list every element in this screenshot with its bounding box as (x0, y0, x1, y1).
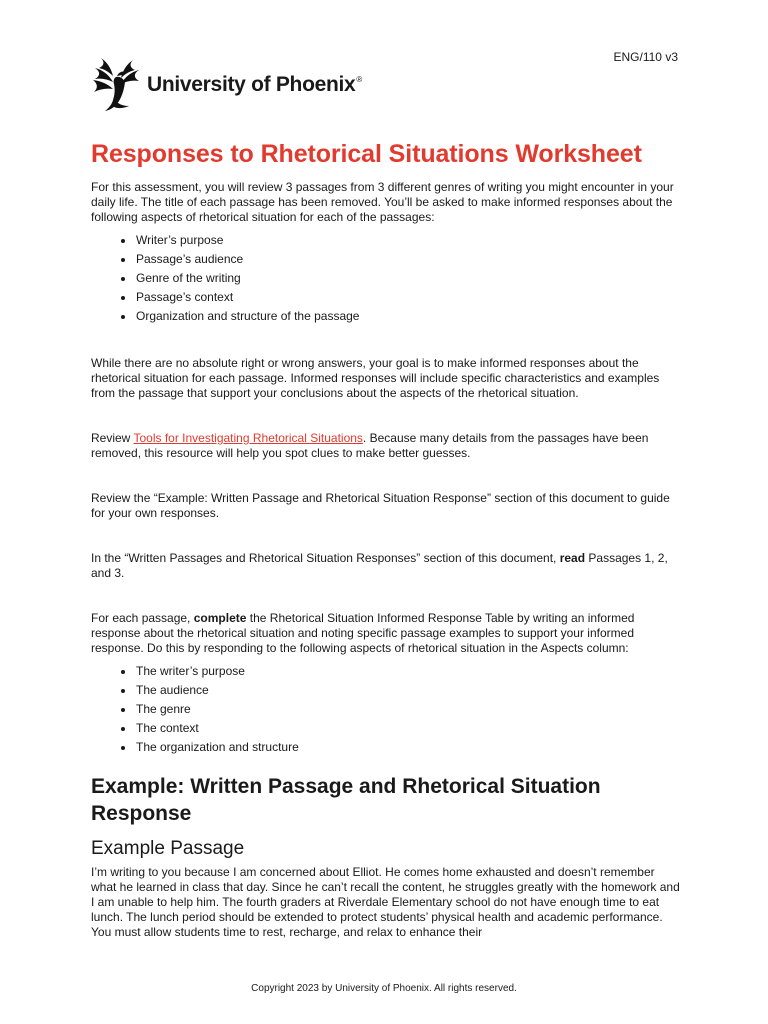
document-body (91, 138, 681, 940)
list-item: • The audience (135, 681, 681, 700)
example-section-heading: Example: Written Passage and Rhetorical Situation Response (91, 775, 601, 825)
complete-instruction-paragraph: For each passage, complete the Rhetorical Situation Informed Response Table by writing an informed response about the rhetorical situation and noting specific passage examples to support your informed response. Do this by responding to the following aspects of rhetorical situation in the Aspects column: (91, 611, 635, 655)
phoenix-bird-icon (91, 56, 143, 114)
list-item: • The context (135, 719, 681, 738)
list-item: • Writer’s purpose (135, 231, 681, 250)
list-item: • Passage’s audience (135, 250, 681, 269)
example-passage-text: I’m writing to you because I am concerned about Elliot. He comes home exhausted and doesn’t remember what he learned in class that day. Since he can’t recall the content, he struggles greatly with the homework and I am unable to help him. The fourth graders at Riverdale Elementary school do not have enough time to eat lunch. The lunch period should be extended to protect students’ physical health and academic performance. You must allow students time to rest, recharge, and relax to enhance their (91, 865, 680, 939)
list-item: • The genre (135, 700, 681, 719)
course-code: ENG/110 v3 (613, 50, 678, 64)
list-item: • The organization and structure (135, 738, 681, 757)
logo-text: University of Phoenix® (147, 73, 363, 96)
list-item: • Organization and structure of the passage (135, 307, 681, 326)
page-title: Responses to Rhetorical Situations Worksheet (91, 140, 642, 168)
university-logo (91, 56, 362, 114)
aspects-list-1 (91, 231, 681, 326)
list-item: • Passage’s context (135, 288, 681, 307)
example-instruction-paragraph: Review the “Example: Written Passage and Rhetorical Situation Response” section of this document to guide for your own responses. (91, 491, 670, 520)
aspects-list-2 (91, 662, 681, 757)
review-paragraph: Review Tools for Investigating Rhetorical Situations. Because many details from the passages have been removed, this resource will help you spot clues to make better guesses. (91, 431, 649, 460)
copyright-footer: Copyright 2023 by University of Phoenix. All rights reserved. (251, 983, 517, 994)
read-instruction-paragraph: In the “Written Passages and Rhetorical Situation Responses” section of this document, read Passages 1, 2, and 3. (91, 551, 668, 580)
goal-paragraph: While there are no absolute right or wrong answers, your goal is to make informed responses about the rhetorical situation for each passage. Informed responses will include specific characteristics and examples from the passage that support your conclusions about the aspects of the rhetorical situation. (91, 356, 660, 400)
intro-paragraph: For this assessment, you will review 3 passages from 3 different genres of writing you might encounter in your daily life. The title of each passage has been removed. You’ll be asked to make informed responses about the following aspects of rhetorical situation for each of the passages: (91, 180, 674, 224)
tools-link[interactable]: Tools for Investigating Rhetorical Situations (133, 431, 363, 445)
registered-mark: ® (356, 75, 363, 84)
list-item: • Genre of the writing (135, 269, 681, 288)
list-item: • The writer’s purpose (135, 662, 681, 681)
example-passage-heading: Example Passage (91, 838, 245, 859)
